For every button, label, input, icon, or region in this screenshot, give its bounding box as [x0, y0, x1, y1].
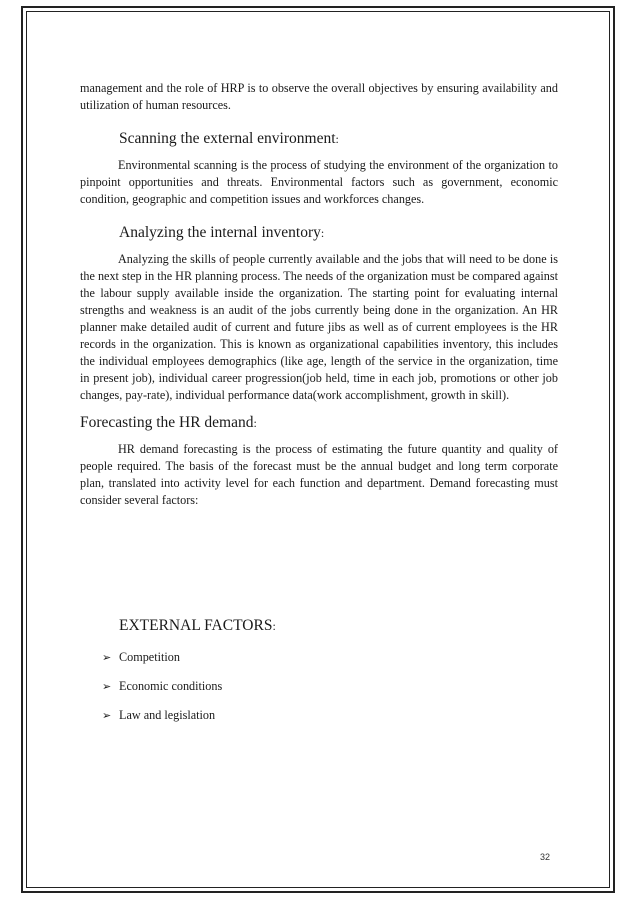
heading-scanning-title: Scanning the external environment: — [119, 130, 339, 147]
intro-paragraph: management and the role of HRP is to observe the overall objectives by ensuring availability and utilization of human resources. — [80, 81, 558, 112]
scanning-paragraph: Environmental scanning is the process of studying the environment of the organization to pinpoint opportunities and threats. Environmental factors such as government, economic condition, geographic and competition issues and workforces changes. — [80, 158, 558, 206]
arrow-bullet-icon: ➢ — [102, 651, 112, 664]
page-number: 32 — [540, 852, 551, 862]
heading-inventory — [102, 223, 558, 243]
arrow-bullet-icon: ➢ — [102, 709, 112, 722]
heading-external-factors — [102, 616, 558, 636]
arrow-bullet-icon: ➢ — [102, 680, 112, 693]
forecasting-paragraph: HR demand forecasting is the process of estimating the future quantity and quality of people required. The basis of the forecast must be the annual budget and long term corporate plan, translated into activity level for each function and department. Demand forecasting must consider several factors: — [80, 442, 558, 507]
inventory-paragraph: Analyzing the skills of people currently available and the jobs that will need to be done is the next step in the HR planning process. The needs of the organization must be compared against the labour supply available inside the organization. The starting point for evaluating internal strengths and weakness is an audit of the jobs currently being done in the organization. An HR planner make detailed audit of current and future jibs as well as of current employees is the HR records in the organization. This is known as organizational capabilities inventory, this includes the individual employees demographics (like age, length of the service in the organization, time in present job), individual career progression(job held, time in each job, promotions or other job changes, pay-rate), individual performance data(work accomplishment, growth in skill). — [80, 252, 558, 402]
list-item: ➢ Law and legislation — [102, 708, 216, 722]
heading-forecasting: Forecasting the HR demand: — [80, 414, 257, 431]
list-item: ➢ Economic conditions — [102, 679, 223, 693]
heading-scanning — [102, 129, 558, 149]
heading-external-factors-title: EXTERNAL FACTORS: — [119, 617, 276, 634]
document-body — [80, 80, 558, 724]
list-item: ➢ Competition — [102, 650, 180, 664]
heading-inventory-title: Analyzing the internal inventory: — [119, 224, 325, 241]
